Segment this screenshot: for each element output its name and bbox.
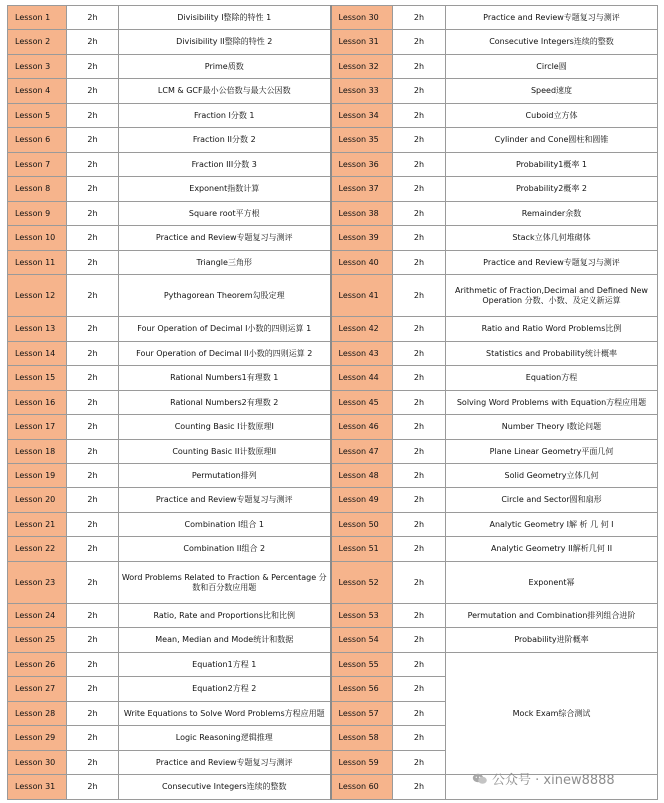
right-lesson-cell: Lesson 59 — [331, 751, 393, 775]
left-topic-cell: Rational Numbers1有理数 1 — [119, 366, 331, 391]
right-topic-cell: Speed速度 — [446, 79, 658, 104]
table-row — [8, 513, 658, 537]
right-lesson-cell: Lesson 37 — [331, 177, 393, 202]
right-lesson-cell: Lesson 34 — [331, 104, 393, 128]
left-topic-cell: Square root平方根 — [119, 202, 331, 226]
left-hours-cell: 2h — [67, 537, 119, 562]
left-hours-cell: 2h — [67, 177, 119, 202]
table-row — [8, 317, 658, 342]
right-hours-cell: 2h — [393, 677, 446, 702]
right-hours-cell: 2h — [393, 415, 446, 440]
left-hours-cell: 2h — [67, 653, 119, 677]
right-hours-cell: 2h — [393, 702, 446, 726]
right-hours-cell: 2h — [393, 128, 446, 153]
left-hours-cell: 2h — [67, 513, 119, 537]
left-topic-cell: Fraction I分数 1 — [119, 104, 331, 128]
table-row — [8, 226, 658, 251]
left-topic-cell: Fraction III分数 3 — [119, 153, 331, 177]
left-hours-cell: 2h — [67, 562, 119, 604]
left-topic-cell: Pythagorean Theorem勾股定理 — [119, 275, 331, 317]
right-topic-cell: Consecutive Integers连续的整数 — [446, 30, 658, 55]
left-hours-cell: 2h — [67, 440, 119, 464]
left-topic-cell: Ratio, Rate and Proportions比和比例 — [119, 604, 331, 628]
right-lesson-cell: Lesson 50 — [331, 513, 393, 537]
left-hours-cell: 2h — [67, 79, 119, 104]
left-hours-cell: 2h — [67, 604, 119, 628]
left-topic-cell: Consecutive Integers连续的整数 — [119, 775, 331, 800]
right-hours-cell: 2h — [393, 464, 446, 488]
right-lesson-cell: Lesson 33 — [331, 79, 393, 104]
right-hours-cell: 2h — [393, 537, 446, 562]
right-lesson-cell: Lesson 32 — [331, 55, 393, 79]
table-row — [8, 562, 658, 604]
right-lesson-cell: Lesson 53 — [331, 604, 393, 628]
left-lesson-cell: Lesson 13 — [8, 317, 67, 342]
left-lesson-cell: Lesson 25 — [8, 628, 67, 653]
right-lesson-cell: Lesson 36 — [331, 153, 393, 177]
right-hours-cell: 2h — [393, 562, 446, 604]
left-lesson-cell: Lesson 5 — [8, 104, 67, 128]
left-hours-cell: 2h — [67, 677, 119, 702]
right-topic-cell: Statistics and Probability统计概率 — [446, 342, 658, 366]
right-hours-cell: 2h — [393, 775, 446, 800]
left-hours-cell: 2h — [67, 751, 119, 775]
left-lesson-cell: Lesson 21 — [8, 513, 67, 537]
left-hours-cell: 2h — [67, 488, 119, 513]
table-row — [8, 653, 658, 677]
left-lesson-cell: Lesson 28 — [8, 702, 67, 726]
left-topic-cell: LCM & GCF最小公倍数与最大公因数 — [119, 79, 331, 104]
right-hours-cell: 2h — [393, 226, 446, 251]
left-topic-cell: Permutation排列 — [119, 464, 331, 488]
right-hours-cell: 2h — [393, 104, 446, 128]
left-lesson-cell: Lesson 3 — [8, 55, 67, 79]
left-hours-cell: 2h — [67, 226, 119, 251]
left-lesson-cell: Lesson 23 — [8, 562, 67, 604]
left-topic-cell: Word Problems Related to Fraction & Percentage 分数和百分数应用题 — [119, 562, 331, 604]
right-hours-cell: 2h — [393, 30, 446, 55]
table-row — [8, 391, 658, 415]
left-hours-cell: 2h — [67, 391, 119, 415]
left-hours-cell: 2h — [67, 415, 119, 440]
right-topic-cell: Number Theory I数论问题 — [446, 415, 658, 440]
left-topic-cell: Practice and Review专题复习与测评 — [119, 226, 331, 251]
table-row — [8, 604, 658, 628]
right-hours-cell: 2h — [393, 79, 446, 104]
right-lesson-cell: Lesson 52 — [331, 562, 393, 604]
left-hours-cell: 2h — [67, 366, 119, 391]
right-lesson-cell: Lesson 35 — [331, 128, 393, 153]
right-topic-cell: Circle圆 — [446, 55, 658, 79]
right-lesson-cell: Lesson 55 — [331, 653, 393, 677]
right-lesson-cell: Lesson 60 — [331, 775, 393, 800]
left-hours-cell: 2h — [67, 342, 119, 366]
left-hours-cell: 2h — [67, 726, 119, 751]
table-row — [8, 537, 658, 562]
left-lesson-cell: Lesson 4 — [8, 79, 67, 104]
left-topic-cell: Equation1方程 1 — [119, 653, 331, 677]
right-hours-cell: 2h — [393, 604, 446, 628]
right-topic-cell: Practice and Review专题复习与测评 — [446, 251, 658, 275]
left-lesson-cell: Lesson 24 — [8, 604, 67, 628]
left-hours-cell: 2h — [67, 702, 119, 726]
right-lesson-cell: Lesson 42 — [331, 317, 393, 342]
left-lesson-cell: Lesson 7 — [8, 153, 67, 177]
table-row — [8, 342, 658, 366]
left-hours-cell: 2h — [67, 251, 119, 275]
left-topic-cell: Logic Reasoning逻辑推理 — [119, 726, 331, 751]
table-row — [8, 440, 658, 464]
right-lesson-cell: Lesson 51 — [331, 537, 393, 562]
right-topic-cell: Cuboid立方体 — [446, 104, 658, 128]
left-topic-cell: Triangle三角形 — [119, 251, 331, 275]
left-lesson-cell: Lesson 9 — [8, 202, 67, 226]
table-row — [8, 464, 658, 488]
right-topic-cell: Mock Exam综合测试 — [446, 653, 658, 775]
right-hours-cell: 2h — [393, 6, 446, 30]
right-topic-cell: Circle and Sector圆和扇形 — [446, 488, 658, 513]
table-row — [8, 30, 658, 55]
right-topic-cell: Analytic Geometry I解 析 几 何 I — [446, 513, 658, 537]
right-topic-cell: Probability2概率 2 — [446, 177, 658, 202]
left-hours-cell: 2h — [67, 153, 119, 177]
right-lesson-cell: Lesson 57 — [331, 702, 393, 726]
right-topic-cell: Stack立体几何堆砌体 — [446, 226, 658, 251]
right-topic-cell: Solving Word Problems with Equation方程应用题 — [446, 391, 658, 415]
left-topic-cell: Four Operation of Decimal II小数的四则运算 2 — [119, 342, 331, 366]
left-topic-cell: Combination II组合 2 — [119, 537, 331, 562]
left-topic-cell: Prime质数 — [119, 55, 331, 79]
left-hours-cell: 2h — [67, 464, 119, 488]
right-hours-cell: 2h — [393, 317, 446, 342]
right-topic-cell: Cylinder and Cone圆柱和圆锥 — [446, 128, 658, 153]
left-topic-cell: Exponent指数计算 — [119, 177, 331, 202]
right-lesson-cell: Lesson 44 — [331, 366, 393, 391]
right-lesson-cell: Lesson 43 — [331, 342, 393, 366]
right-hours-cell: 2h — [393, 275, 446, 317]
right-topic-cell: Permutation and Combination排列组合进阶 — [446, 604, 658, 628]
right-lesson-cell: Lesson 49 — [331, 488, 393, 513]
right-hours-cell: 2h — [393, 653, 446, 677]
left-lesson-cell: Lesson 15 — [8, 366, 67, 391]
left-topic-cell: Combination I组合 1 — [119, 513, 331, 537]
right-hours-cell: 2h — [393, 488, 446, 513]
left-topic-cell: Counting Basic I计数原理I — [119, 415, 331, 440]
left-topic-cell: Fraction II分数 2 — [119, 128, 331, 153]
left-lesson-cell: Lesson 17 — [8, 415, 67, 440]
table-row — [8, 55, 658, 79]
right-lesson-cell: Lesson 56 — [331, 677, 393, 702]
right-topic-cell: Exponent幂 — [446, 562, 658, 604]
right-topic-cell: Probability1概率 1 — [446, 153, 658, 177]
left-topic-cell: Write Equations to Solve Word Problems方程应用题 — [119, 702, 331, 726]
left-lesson-cell: Lesson 26 — [8, 653, 67, 677]
left-lesson-cell: Lesson 19 — [8, 464, 67, 488]
right-hours-cell: 2h — [393, 251, 446, 275]
right-lesson-cell: Lesson 30 — [331, 6, 393, 30]
left-lesson-cell: Lesson 8 — [8, 177, 67, 202]
right-lesson-cell: Lesson 41 — [331, 275, 393, 317]
right-hours-cell: 2h — [393, 153, 446, 177]
left-topic-cell: Mean, Median and Mode统计和数据 — [119, 628, 331, 653]
right-lesson-cell: Lesson 40 — [331, 251, 393, 275]
table-row — [8, 251, 658, 275]
left-lesson-cell: Lesson 20 — [8, 488, 67, 513]
table-row — [8, 128, 658, 153]
right-lesson-cell: Lesson 54 — [331, 628, 393, 653]
right-hours-cell: 2h — [393, 628, 446, 653]
left-lesson-cell: Lesson 16 — [8, 391, 67, 415]
right-lesson-cell: Lesson 31 — [331, 30, 393, 55]
right-hours-cell: 2h — [393, 751, 446, 775]
right-topic-cell: Ratio and Ratio Word Problems比例 — [446, 317, 658, 342]
left-hours-cell: 2h — [67, 128, 119, 153]
right-lesson-cell: Lesson 45 — [331, 391, 393, 415]
left-lesson-cell: Lesson 2 — [8, 30, 67, 55]
right-topic-cell: Plane Linear Geometry平面几何 — [446, 440, 658, 464]
left-lesson-cell: Lesson 14 — [8, 342, 67, 366]
left-topic-cell: Counting Basic II计数原理II — [119, 440, 331, 464]
table-row — [8, 275, 658, 317]
right-hours-cell: 2h — [393, 513, 446, 537]
right-topic-cell: Probability进阶概率 — [446, 628, 658, 653]
table-row — [8, 488, 658, 513]
left-lesson-cell: Lesson 1 — [8, 6, 67, 30]
right-hours-cell: 2h — [393, 342, 446, 366]
left-topic-cell: Divisibility I整除的特性 1 — [119, 6, 331, 30]
right-hours-cell: 2h — [393, 391, 446, 415]
right-hours-cell: 2h — [393, 726, 446, 751]
right-lesson-cell: Lesson 58 — [331, 726, 393, 751]
left-hours-cell: 2h — [67, 275, 119, 317]
left-lesson-cell: Lesson 18 — [8, 440, 67, 464]
course-schedule — [7, 5, 658, 800]
left-lesson-cell: Lesson 22 — [8, 537, 67, 562]
right-hours-cell: 2h — [393, 55, 446, 79]
left-hours-cell: 2h — [67, 628, 119, 653]
table-row — [8, 177, 658, 202]
right-hours-cell: 2h — [393, 202, 446, 226]
right-topic-cell: Arithmetic of Fraction,Decimal and Defined New Operation 分数、小数、及定义新运算 — [446, 275, 658, 317]
table-row — [8, 202, 658, 226]
left-topic-cell: Practice and Review专题复习与测评 — [119, 751, 331, 775]
right-hours-cell: 2h — [393, 177, 446, 202]
schedule-table — [7, 5, 658, 800]
table-row — [8, 6, 658, 30]
right-topic-cell: Equation方程 — [446, 366, 658, 391]
left-hours-cell: 2h — [67, 30, 119, 55]
right-topic-cell: Solid Geometry立体几何 — [446, 464, 658, 488]
table-row — [8, 628, 658, 653]
right-hours-cell: 2h — [393, 366, 446, 391]
right-topic-cell: Practice and Review专题复习与测评 — [446, 6, 658, 30]
left-hours-cell: 2h — [67, 775, 119, 800]
right-topic-cell: Analytic Geometry II解析几何 II — [446, 537, 658, 562]
left-lesson-cell: Lesson 30 — [8, 751, 67, 775]
left-hours-cell: 2h — [67, 202, 119, 226]
left-topic-cell: Rational Numbers2有理数 2 — [119, 391, 331, 415]
table-row — [8, 153, 658, 177]
left-hours-cell: 2h — [67, 317, 119, 342]
right-lesson-cell: Lesson 48 — [331, 464, 393, 488]
right-lesson-cell: Lesson 47 — [331, 440, 393, 464]
left-hours-cell: 2h — [67, 104, 119, 128]
watermark-text: 公众号 · xinew8888 — [492, 773, 615, 788]
right-lesson-cell: Lesson 46 — [331, 415, 393, 440]
table-row — [8, 415, 658, 440]
left-lesson-cell: Lesson 31 — [8, 775, 67, 800]
left-topic-cell: Divisibility II整除的特性 2 — [119, 30, 331, 55]
right-hours-cell: 2h — [393, 440, 446, 464]
left-lesson-cell: Lesson 6 — [8, 128, 67, 153]
table-row — [8, 104, 658, 128]
right-lesson-cell: Lesson 39 — [331, 226, 393, 251]
right-topic-cell: Remainder余数 — [446, 202, 658, 226]
left-topic-cell: Four Operation of Decimal I小数的四则运算 1 — [119, 317, 331, 342]
left-lesson-cell: Lesson 11 — [8, 251, 67, 275]
watermark — [472, 769, 615, 788]
wechat-icon — [472, 773, 488, 785]
left-lesson-cell: Lesson 29 — [8, 726, 67, 751]
left-topic-cell: Practice and Review专题复习与测评 — [119, 488, 331, 513]
table-row — [8, 366, 658, 391]
right-lesson-cell: Lesson 38 — [331, 202, 393, 226]
left-topic-cell: Equation2方程 2 — [119, 677, 331, 702]
left-lesson-cell: Lesson 12 — [8, 275, 67, 317]
left-hours-cell: 2h — [67, 55, 119, 79]
table-row — [8, 79, 658, 104]
left-lesson-cell: Lesson 27 — [8, 677, 67, 702]
left-lesson-cell: Lesson 10 — [8, 226, 67, 251]
left-hours-cell: 2h — [67, 6, 119, 30]
